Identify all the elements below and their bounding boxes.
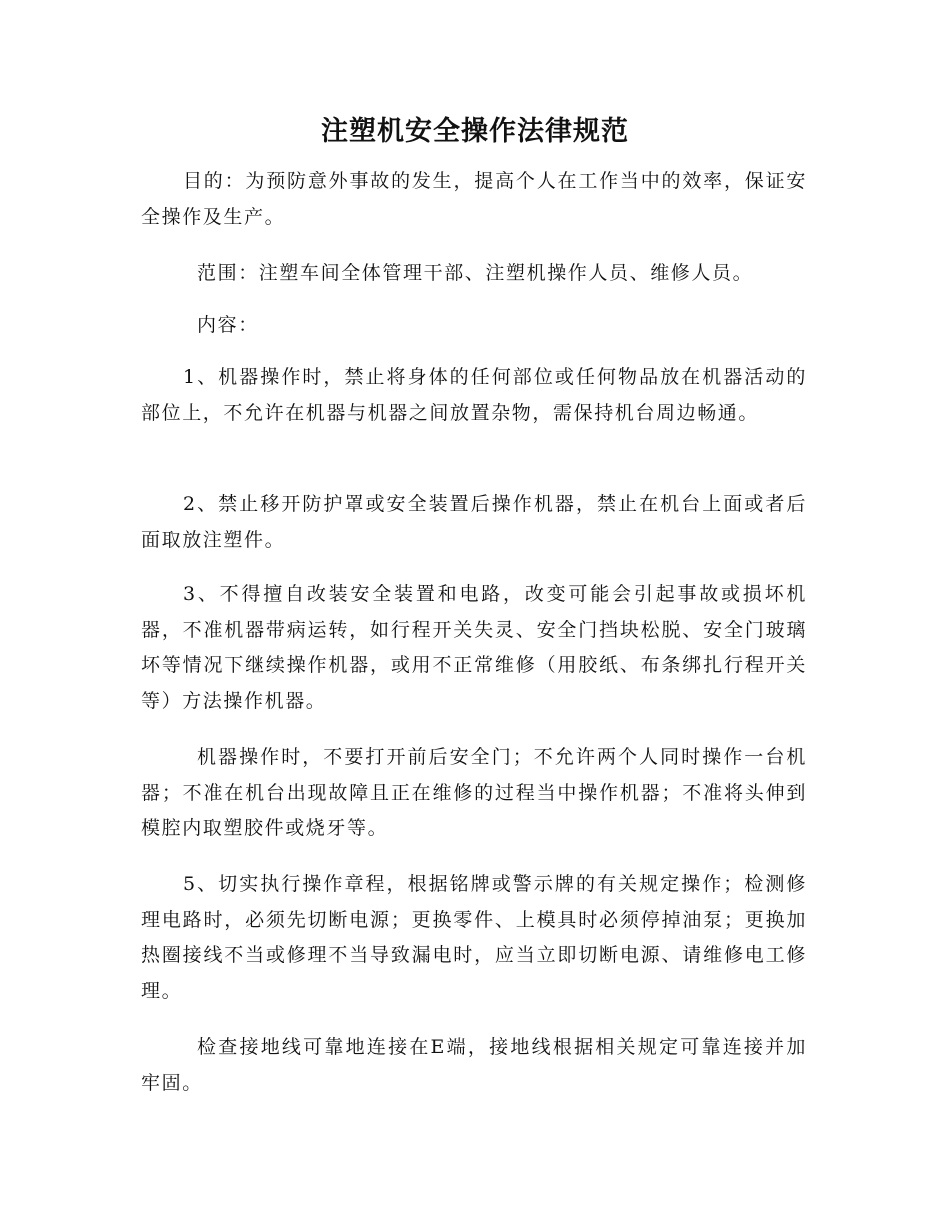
scope-paragraph: 范围：注塑车间全体管理干部、注塑机操作人员、维修人员。 — [197, 262, 754, 284]
content-item-2: 2、禁止移开防护罩或安全装置后操作机器，禁止在机台上面或者后面取放注塑件。 — [141, 493, 807, 551]
document-title: 注塑机安全操作法律规范 — [321, 116, 629, 147]
content-item-6: 检查接地线可靠地连接在E端，接地线根据相关规定可靠连接并加牢固。 — [141, 1036, 807, 1094]
content-item-1: 1、机器操作时，禁止将身体的任何部位或任何物品放在机器活动的部位上，不允许在机器与机器之间放置杂物，需保持机台周边畅通。 — [141, 366, 807, 424]
content-item-3: 3、不得擅自改装安全装置和电路，改变可能会引起事故或损坏机器，不准机器带病运转，如行程开关失灵、安全门挡块松脱、安全门玻璃坏等情况下继续操作机器，或用不正常维修（用胶纸、布条绑扎行程开关等）方法操作机器。 — [141, 583, 807, 712]
content-item-5: 5、切实执行操作章程，根据铭牌或警示牌的有关规定操作；检测修理电路时，必须先切断电源；更换零件、上模具时必须停掉油泵；更换加热圈接线不当或修理不当导致漏电时，应当立即切断电源、请维修电工修理。 — [141, 873, 807, 1002]
purpose-paragraph: 目的：为预防意外事故的发生，提高个人在工作当中的效率，保证安全操作及生产。 — [141, 170, 807, 228]
content-item-4: 机器操作时，不要打开前后安全门；不允许两个人同时操作一台机器；不准在机台出现故障且正在维修的过程当中操作机器；不准将头伸到模腔内取塑胶件或烧牙等。 — [141, 746, 807, 839]
content-label: 内容： — [197, 314, 259, 336]
